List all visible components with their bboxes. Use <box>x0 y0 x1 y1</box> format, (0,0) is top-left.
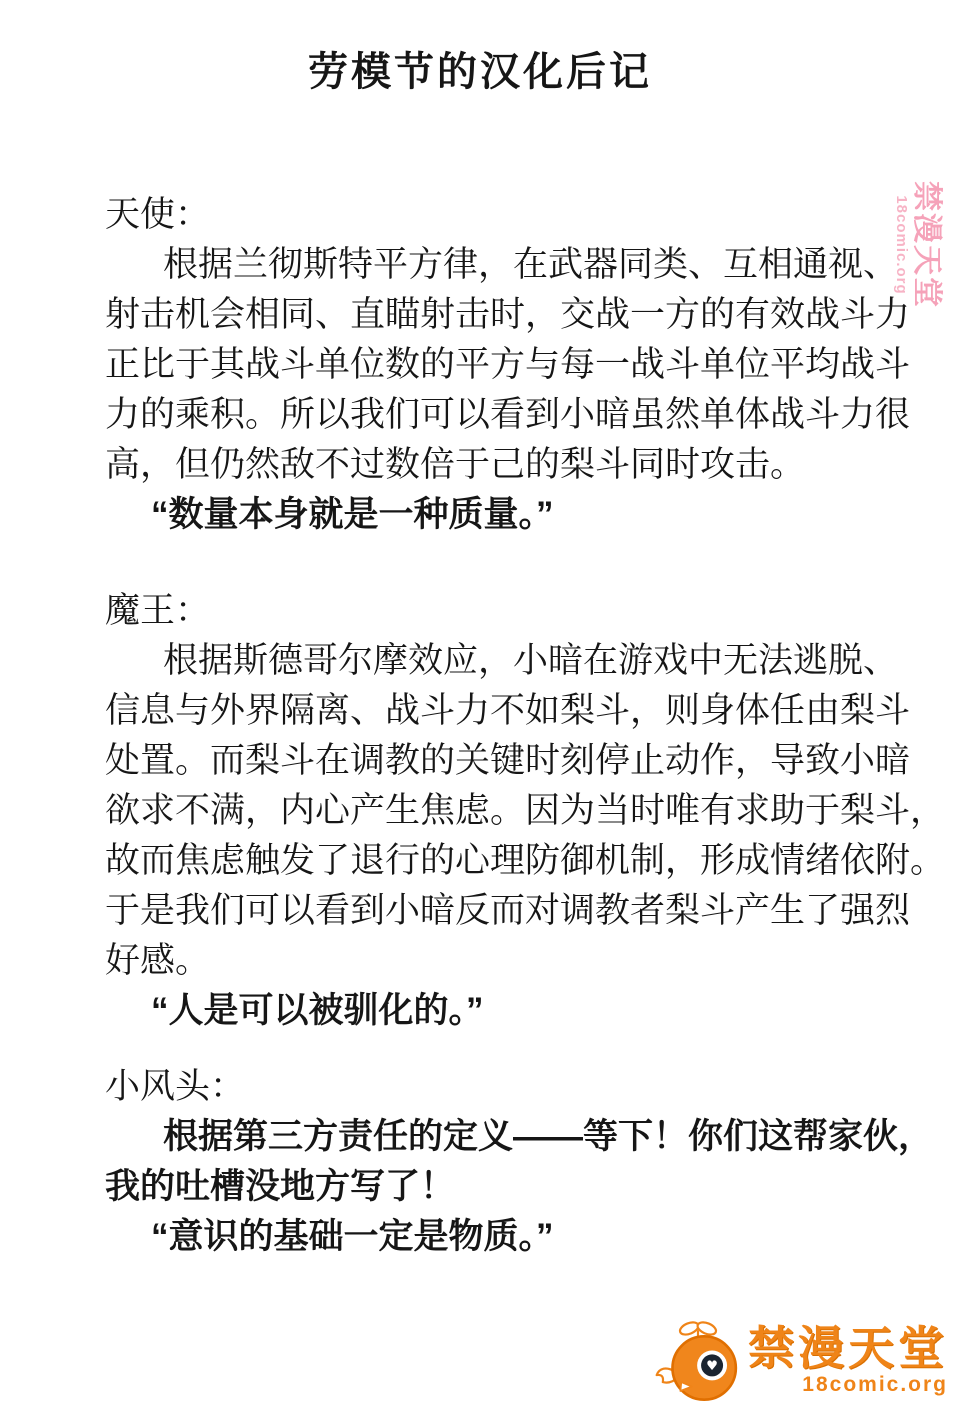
paragraph-line: 信息与外界隔离、战斗力不如梨斗，则身体任由梨斗 <box>105 691 911 730</box>
site-logo <box>652 1317 948 1405</box>
heart-icon: ♥ <box>706 1359 718 1375</box>
paragraph-line: 正比于其战斗单位数的平方与每一战斗单位平均战斗 <box>105 345 911 384</box>
document-page <box>0 40 960 1396</box>
section-demon <box>105 586 946 1036</box>
paragraph-line: 处置。而梨斗在调教的关键时刻停止动作，导致小暗 <box>105 741 911 780</box>
vertical-watermark <box>892 181 942 309</box>
paragraph-line: 根据斯德哥尔摩效应，小暗在游戏中无法逃脱、 <box>163 641 899 680</box>
paragraph-line: 根据兰彻斯特平方律，在武器同类、互相通视、 <box>163 245 899 284</box>
paragraph-line: 欲求不满，内心产生焦虑。因为当时唯有求助于梨斗， <box>105 791 946 830</box>
paragraph-line: 于是我们可以看到小暗反而对调教者梨斗产生了强烈 <box>105 891 911 930</box>
watermark-site-name: 禁漫天堂 <box>910 181 943 309</box>
paragraph-line: 力的乘积。所以我们可以看到小暗虽然单体战斗力很 <box>105 395 911 434</box>
paragraph-line: 好感。 <box>105 941 211 980</box>
watermark-site-url: 18comic.org <box>893 195 910 295</box>
quote-line: “人是可以被驯化的。” <box>151 991 484 1030</box>
paragraph-line: 根据第三方责任的定义——等下！你们这帮家伙， <box>163 1117 934 1156</box>
quote-line: “意识的基础一定是物质。” <box>151 1217 554 1256</box>
quote-line: “数量本身就是一种质量。” <box>151 495 554 534</box>
paragraph-line: 射击机会相同、直瞄射击时，交战一方的有效战斗力 <box>105 295 911 334</box>
page-title: 劳模节的汉化后记 <box>308 49 652 94</box>
mascot-icon <box>652 1317 744 1405</box>
speaker-label: 魔王： <box>105 591 211 630</box>
paragraph-line: 我的吐槽没地方写了！ <box>105 1167 456 1206</box>
section-kaze <box>105 1062 934 1262</box>
speaker-label: 小风头： <box>105 1067 246 1106</box>
logo-text <box>748 1322 948 1397</box>
paragraph-line: 故而焦虑触发了退行的心理防御机制，形成情绪依附。 <box>105 841 946 880</box>
speaker-label: 天使： <box>105 195 211 234</box>
section-angel <box>105 190 920 540</box>
logo-site-url: 18comic.org <box>802 1373 948 1396</box>
logo-site-name: 禁漫天堂 <box>748 1322 948 1374</box>
paragraph-line: 高，但仍然敌不过数倍于己的梨斗同时攻击。 <box>105 445 806 484</box>
